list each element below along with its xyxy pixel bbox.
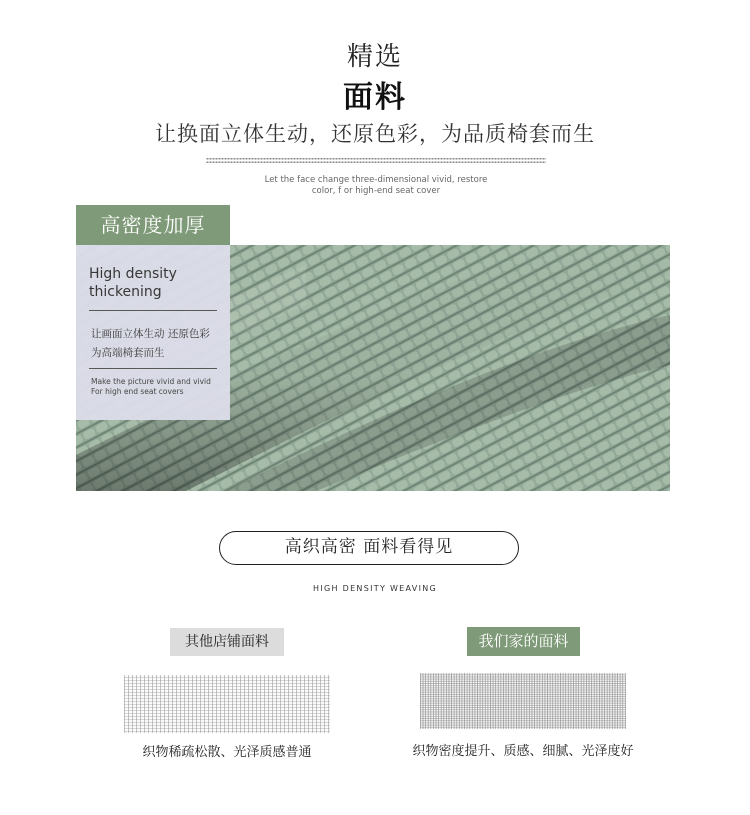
feature-tab: 高密度加厚 bbox=[76, 205, 230, 245]
sparse-weave-swatch bbox=[124, 675, 330, 733]
weave-en-label: HIGH DENSITY WEAVING bbox=[312, 584, 438, 593]
panel-divider-2 bbox=[89, 368, 217, 369]
tagline-en: Let the face change three-dimensional vivid, restore color, f or high-end seat cover bbox=[264, 175, 488, 196]
our-fabric-label: 我们家的面料 bbox=[467, 627, 580, 656]
title-line1: 精选 bbox=[346, 42, 403, 72]
subtitle: 让换面立体生动，还原色彩，为品质椅套而生 bbox=[155, 122, 595, 146]
feature-cn-line2: 为高端椅套而生 bbox=[91, 347, 165, 359]
weave-pill: 高织高密 面料看得见 bbox=[219, 531, 519, 565]
title-line2: 面料 bbox=[343, 80, 407, 115]
our-fabric-caption: 织物密度提升、质感、细腻、光泽度好 bbox=[412, 744, 634, 759]
feature-en-line1: Make the picture vivid and vivid bbox=[91, 377, 211, 386]
other-store-label: 其他店铺面料 bbox=[170, 628, 284, 656]
feature-panel bbox=[76, 245, 230, 420]
other-store-caption: 织物稀疏松散、光泽质感普通 bbox=[142, 745, 312, 760]
dense-weave-swatch bbox=[420, 673, 626, 729]
dotted-divider bbox=[206, 157, 546, 164]
feature-cn-desc bbox=[91, 325, 210, 363]
feature-en-line2: For high end seat covers bbox=[91, 387, 184, 396]
panel-divider bbox=[89, 310, 217, 311]
feature-en-title: High density thickening bbox=[89, 266, 177, 300]
feature-en-desc bbox=[91, 377, 211, 397]
feature-cn-line1: 让画面立体生动 还原色彩 bbox=[91, 328, 210, 340]
